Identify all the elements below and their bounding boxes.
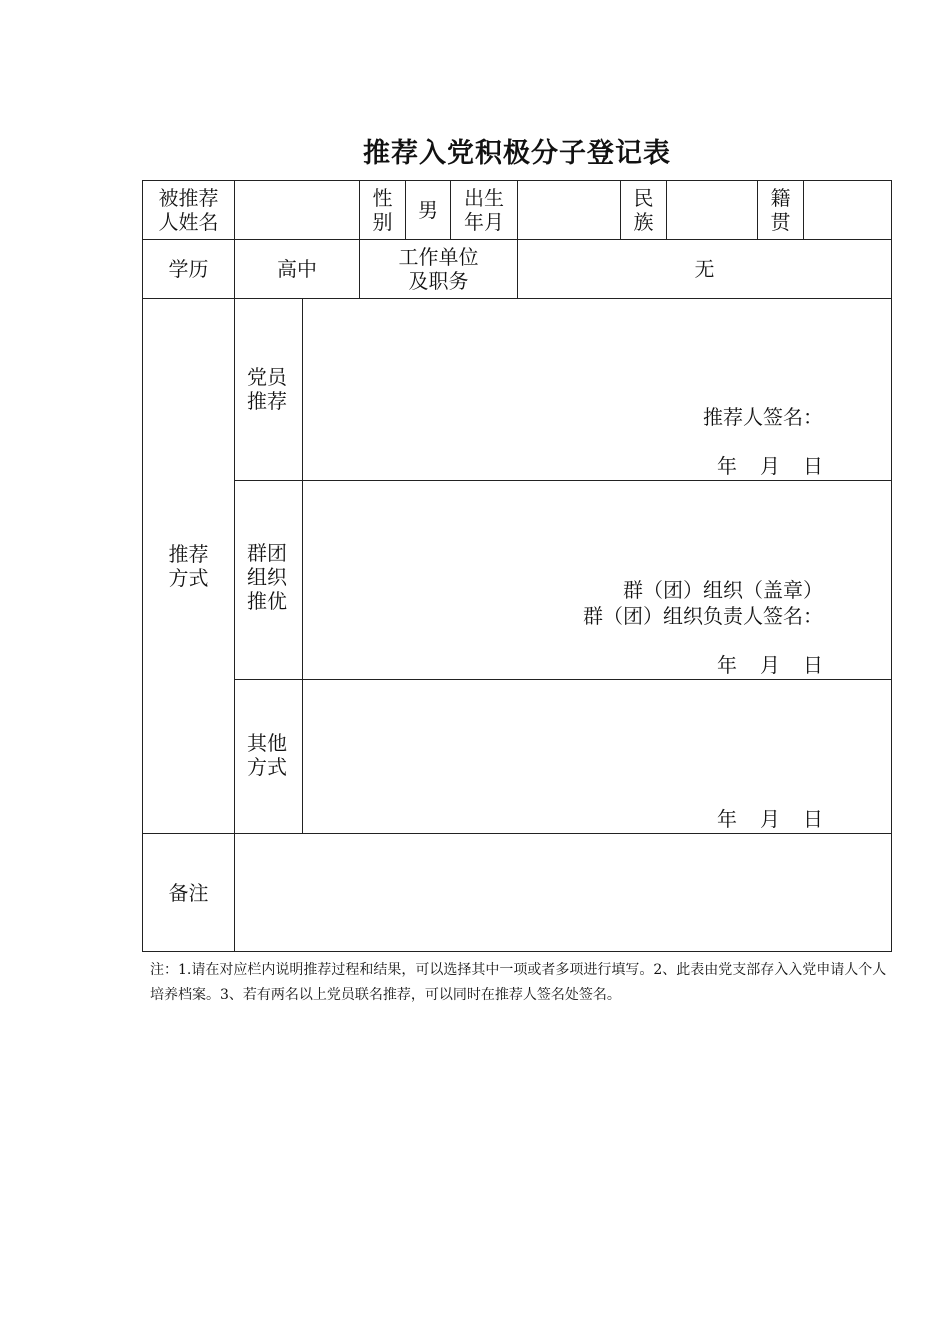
form-title: 推荐入党积极分子登记表 xyxy=(363,138,671,169)
organization-leader-signature-label: 群（团）组织负责人签名： xyxy=(583,604,823,628)
footnote: 注：1.请在对应栏内说明推荐过程和结果，可以选择其中一项或者多项进行填写。2、此表由党支部存入入党申请人个人培养档案。3、若有两名以上党员联名推荐，可以同时在推荐人签名处签名。 xyxy=(150,962,887,1003)
date-line: 年 月 日 xyxy=(717,454,823,478)
education-field[interactable]: 高中 xyxy=(235,240,360,299)
remarks-label: 备注 xyxy=(143,834,235,952)
ethnic-field[interactable] xyxy=(667,181,758,240)
other-method-label: 其他 方式 xyxy=(235,680,303,834)
other-method-field[interactable] xyxy=(303,680,892,834)
birth-field[interactable] xyxy=(518,181,621,240)
date-line: 年 月 日 xyxy=(717,807,823,831)
work-unit-field[interactable]: 无 xyxy=(518,240,892,299)
name-label: 被推荐 人姓名 xyxy=(143,181,235,240)
ethnic-label: 民 族 xyxy=(621,181,667,240)
native-place-label: 籍 贯 xyxy=(758,181,804,240)
gender-label: 性 别 xyxy=(360,181,406,240)
gender-field[interactable]: 男 xyxy=(406,181,451,240)
party-member-recommend-label: 党员 推荐 xyxy=(235,299,303,481)
native-place-field[interactable] xyxy=(804,181,892,240)
work-unit-label: 工作单位 及职务 xyxy=(360,240,518,299)
party-member-recommend-field[interactable] xyxy=(303,299,892,481)
organization-seal-label: 群（团）组织（盖章） xyxy=(623,578,823,602)
recommender-signature-label: 推荐人签名： xyxy=(703,405,823,429)
league-recommend-label: 群团 组织 推优 xyxy=(235,481,303,680)
league-recommend-field[interactable] xyxy=(303,481,892,680)
name-field[interactable] xyxy=(235,181,360,240)
remarks-field[interactable] xyxy=(235,834,892,952)
education-label: 学历 xyxy=(143,240,235,299)
birth-label: 出生 年月 xyxy=(451,181,518,240)
date-line: 年 月 日 xyxy=(717,653,823,677)
registration-table xyxy=(142,180,892,952)
recommend-method-label: 推荐 方式 xyxy=(143,299,235,834)
